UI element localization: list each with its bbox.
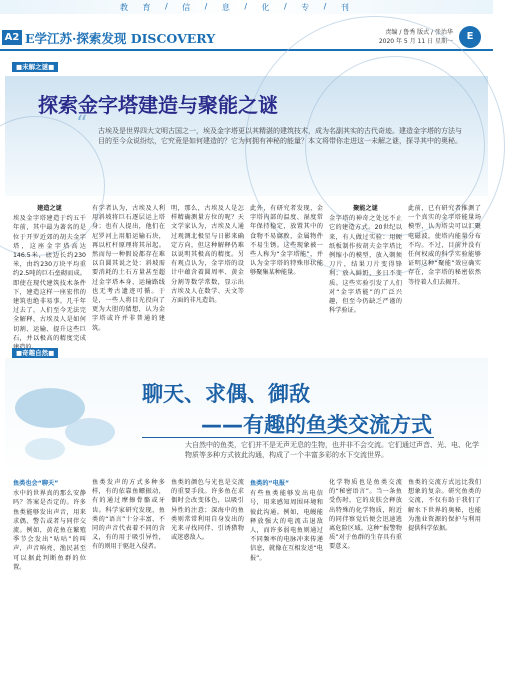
motto-char: / (244, 2, 249, 11)
article1-banner (5, 76, 488, 196)
fish-icon (25, 438, 65, 460)
article2-banner (5, 358, 488, 474)
motto-char: 教 (120, 3, 129, 12)
article1-lead (76, 112, 468, 146)
article2-title-line1: 聊天、求偶、御敌 (142, 382, 310, 406)
date-line: 2020 年 5 月 11 日 星期一 (378, 38, 453, 45)
editor-line: 责编 / 鲁秀 版式 / 张治华 (385, 29, 453, 36)
column-subhead: 聚能之谜 (353, 205, 378, 212)
article1-tag: ■未解之谜■ (12, 62, 58, 72)
column-text: 鱼类的颜色与光也是交流的重要手段。许多鱼在求偶时会改变体色，以吸引异性的注意；深海中的鱼类则常常利用自身发出的光来寻找同伴、引诱猎物或迷惑敌人。 (171, 479, 244, 542)
column-text: 水中的世界真的那么安静吗？答案是否定的。许多鱼类能够发出声音，用来求偶、警告或者与同伴交流。例如，黄花鱼在繁殖季节会发出“咕咕”的叫声，声音响亮，渔民甚至可以据此判断鱼群的位置。 (13, 490, 86, 571)
article2-column (326, 478, 405, 690)
motto-char: 育 (142, 3, 152, 12)
article2-column (168, 478, 247, 690)
article1-column (168, 204, 247, 344)
title-rule (142, 437, 434, 438)
column-text: 埃及金字塔建造于约五千年前，其中最为著名的是位于开罗近郊的胡夫金字塔，这座金字塔高达146.5米，底边长约230米，由约230万块平均重约2.5吨的巨石垒砌而成。即使在现代建筑技术条件下，建造这样一座宏伟的建筑也绝非易事。几千年过去了，人们至今无法完全解释，古埃及人是如何切割、运输、提升这些巨石，并以极高的精度完成 (13, 215, 86, 342)
article2-column (10, 478, 89, 690)
column-text: 金字塔的神奇之处远不止它的建造方式。20世纪以来，有人做过实验：用硬纸板制作按胡夫金字塔比例缩小的模型，放入剃须刀片，结果刀片变得锋利；放入鲜奶，多日不变质。这些实验引发了人们对“金字塔能”的广泛兴趣，但至今仍缺乏严谨的科学验证。 (329, 215, 402, 315)
article1-column (405, 204, 484, 344)
quote-mark-icon: “ (76, 112, 88, 137)
article1-column (89, 204, 168, 344)
column-text: 化学物质也是鱼类交流的“秘密语言”。当一条鱼受伤时，它的皮肤会释放出特殊的化学物质，附近的同伴察觉后便会迅速逃离危险区域。这种“报警物质”对于鱼群的生存具有重要意义。 (329, 479, 402, 551)
article2-tag: ■奇趣自然■ (12, 348, 58, 358)
column-text: 此外，有研究者发现，金字塔内部的温度、湿度常年保持稳定，放置其中的食物不易腐败，金属物件不易生锈。这些现象被一些人称为“金字塔能”，并认为金字塔的特殊形状能够聚集某种能量。 (250, 205, 323, 277)
column-subhead: 鱼类也会“聊天” (13, 480, 59, 487)
logo-icon: E (459, 26, 481, 48)
column-subhead: 鱼类的“电报” (250, 480, 290, 487)
article1-column (247, 204, 326, 344)
page-number: A2 (2, 30, 22, 45)
motto-char: / (283, 2, 288, 11)
article1-column (10, 204, 89, 344)
motto-char: 化 (261, 3, 271, 12)
column-text: 明，那么，古埃及人是怎样精确测量方位的呢？天文学家认为，古埃及人通过观测北极星与日影来确定方向，但这种解释仍难以说明其极高的精度。另有观点认为，金字塔的设计中蕴含着圆周率、黄金分割等数学常数，显示出古埃及人在数学、天文等方面的非凡造诣。 (171, 205, 244, 305)
article2-column (89, 478, 168, 690)
motto-char: 专 (301, 3, 311, 12)
fish-icon (65, 418, 115, 446)
masthead-motto (120, 2, 350, 13)
motto-char: / (164, 2, 169, 11)
motto-char: 息 (221, 3, 231, 12)
article2-column (405, 478, 484, 690)
article2-lead: 大自然中的鱼类，它们并不是无声无息的生物，也并非不会交流。它们通过声音、光、电、化学物质等多种方式彼此沟通，构成了一个丰富多彩的水下交流世界。 (185, 441, 479, 459)
article1-column (326, 204, 405, 344)
column-text: 鱼类发声的方式多种多样，有的依靠鱼鳔振动，有的通过摩擦骨骼或牙齿。科学家研究发现，鱼类的“语言”十分丰富，不同的声音代表着不同的含义，有的用于吸引异性，有的则用于驱赶入侵者。 (92, 479, 165, 551)
article2-body (10, 478, 485, 690)
column-text: 有些鱼类能够发出电信号，用来感知周围环境和彼此沟通。例如，电鳗能释放强大的电流击退敌人，而许多弱电鱼则通过不同频率的电脉冲来传递信息，就像在互相发送“电报”。 (250, 490, 323, 562)
column-text: 有学者认为，古埃及人利用斜坡将巨石逐层运上塔身；也有人提出，他们在尼罗河上用船运输石块，再以杠杆原理将其吊起。然而每一种假说都存在难以自圆其说之处：斜坡需要消耗的土石方量甚至超过金字塔本身，运输路线也无考古遗迹可循。于是，一些人将目光投向了更为大胆的猜想，认为金字塔或许并非普通的建筑。 (92, 205, 165, 332)
motto-char: / (204, 2, 209, 11)
column-text: 鱼类的交流方式远比我们想象的复杂。研究鱼类的交流，不仅有助于我们了解水下世界的奥秘，也能为渔业资源的保护与利用提供科学依据。 (408, 479, 481, 533)
article1-body (10, 204, 485, 344)
motto-char: / (323, 2, 328, 11)
section-title: E学江苏·探索发现 DISCOVERY (25, 31, 216, 46)
article2-title-line2: ——有趣的鱼类交流方式 (201, 413, 432, 437)
article1-title: 探索金字塔建造与聚能之谜 (38, 93, 278, 117)
article1-lead-text: 古埃及是世界四大文明古国之一，埃及金字塔更以其精湛的建筑技术，成为名副其实的古代奇迹。建造金字塔的方法与目的至今众说纷纭，它究竟是如何建造的？它为何拥有神秘的能量？本文将带你走进这一未解之谜，探寻其中的奥秘。 (98, 127, 462, 145)
column-text: 此前，已有研究者推测了一个真实的金字塔能量场模型，认为塔尖可以汇聚电磁波，使塔内能量分布不均。不过，目前并没有任何权威的科学实验能够证明这种“聚能”效应确实存在，金字塔的秘密依然等待着人们去揭开。 (408, 205, 481, 286)
motto-char: 刊 (340, 3, 350, 12)
article2-column (247, 478, 326, 690)
column-subhead: 建造之谜 (37, 205, 62, 212)
motto-char: 信 (182, 3, 192, 12)
